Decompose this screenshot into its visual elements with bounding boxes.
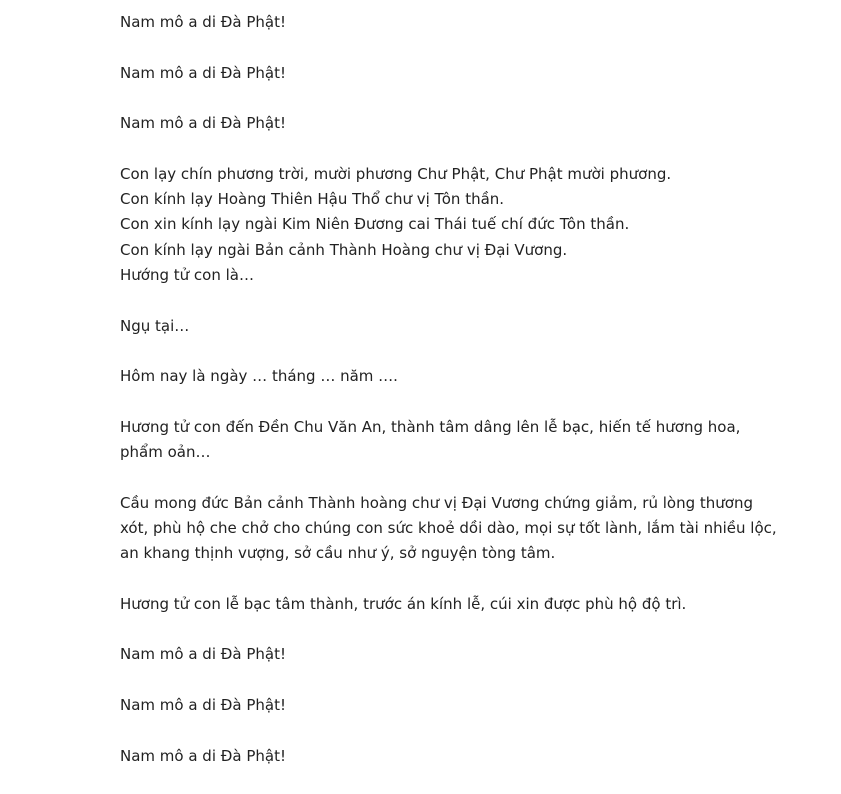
offering-paragraph: Hương tử con đến Đền Chu Văn An, thành tâm dâng lên lễ bạc, hiến tế hương hoa, phẩm oản…: [120, 417, 741, 462]
prayer-document: [120, 10, 785, 794]
closing-chant-2: Nam mô a di Đà Phật!: [120, 696, 286, 715]
closing-chant-1: Nam mô a di Đà Phật!: [120, 645, 286, 664]
invocation-line-2: Con kính lạy Hoàng Thiên Hậu Thổ chư vị Tôn thần.: [120, 190, 505, 209]
closing-chant-3: Nam mô a di Đà Phật!: [120, 746, 286, 765]
invocation-line-1: Con lạy chín phương trời, mười phương Chư Phật, Chư Phật mười phương.: [120, 164, 672, 183]
invocation-line-5: Hướng tử con là…: [120, 265, 254, 284]
residence-line: Ngụ tại…: [120, 316, 190, 335]
opening-chant-3: Nam mô a di Đà Phật!: [120, 114, 286, 133]
opening-chant-1: Nam mô a di Đà Phật!: [120, 13, 286, 31]
invocation-line-3: Con xin kính lạy ngài Kim Niên Đương cai Thái tuế chí đức Tôn thần.: [120, 215, 630, 234]
invocation-line-4: Con kính lạy ngài Bản cảnh Thành Hoàng chư vị Đại Vương.: [120, 240, 568, 259]
date-line: Hôm nay là ngày … tháng … năm ….: [120, 367, 398, 386]
closing-statement: Hương tử con lễ bạc tâm thành, trước án kính lễ, cúi xin được phù hộ độ trì.: [120, 594, 687, 613]
opening-chant-2: Nam mô a di Đà Phật!: [120, 63, 286, 82]
invocation-paragraph: [120, 162, 785, 288]
wish-paragraph: Cầu mong đức Bản cảnh Thành hoàng chư vị Đại Vương chứng giảm, rủ lòng thương xót, phù hộ che chở cho chúng con sức khoẻ dồi dào, mọi sự tốt lành, lắm tài nhiều lộc, an khang thịnh vượng, sở cầu như ý, sở nguyện tòng tâm.: [120, 493, 777, 563]
